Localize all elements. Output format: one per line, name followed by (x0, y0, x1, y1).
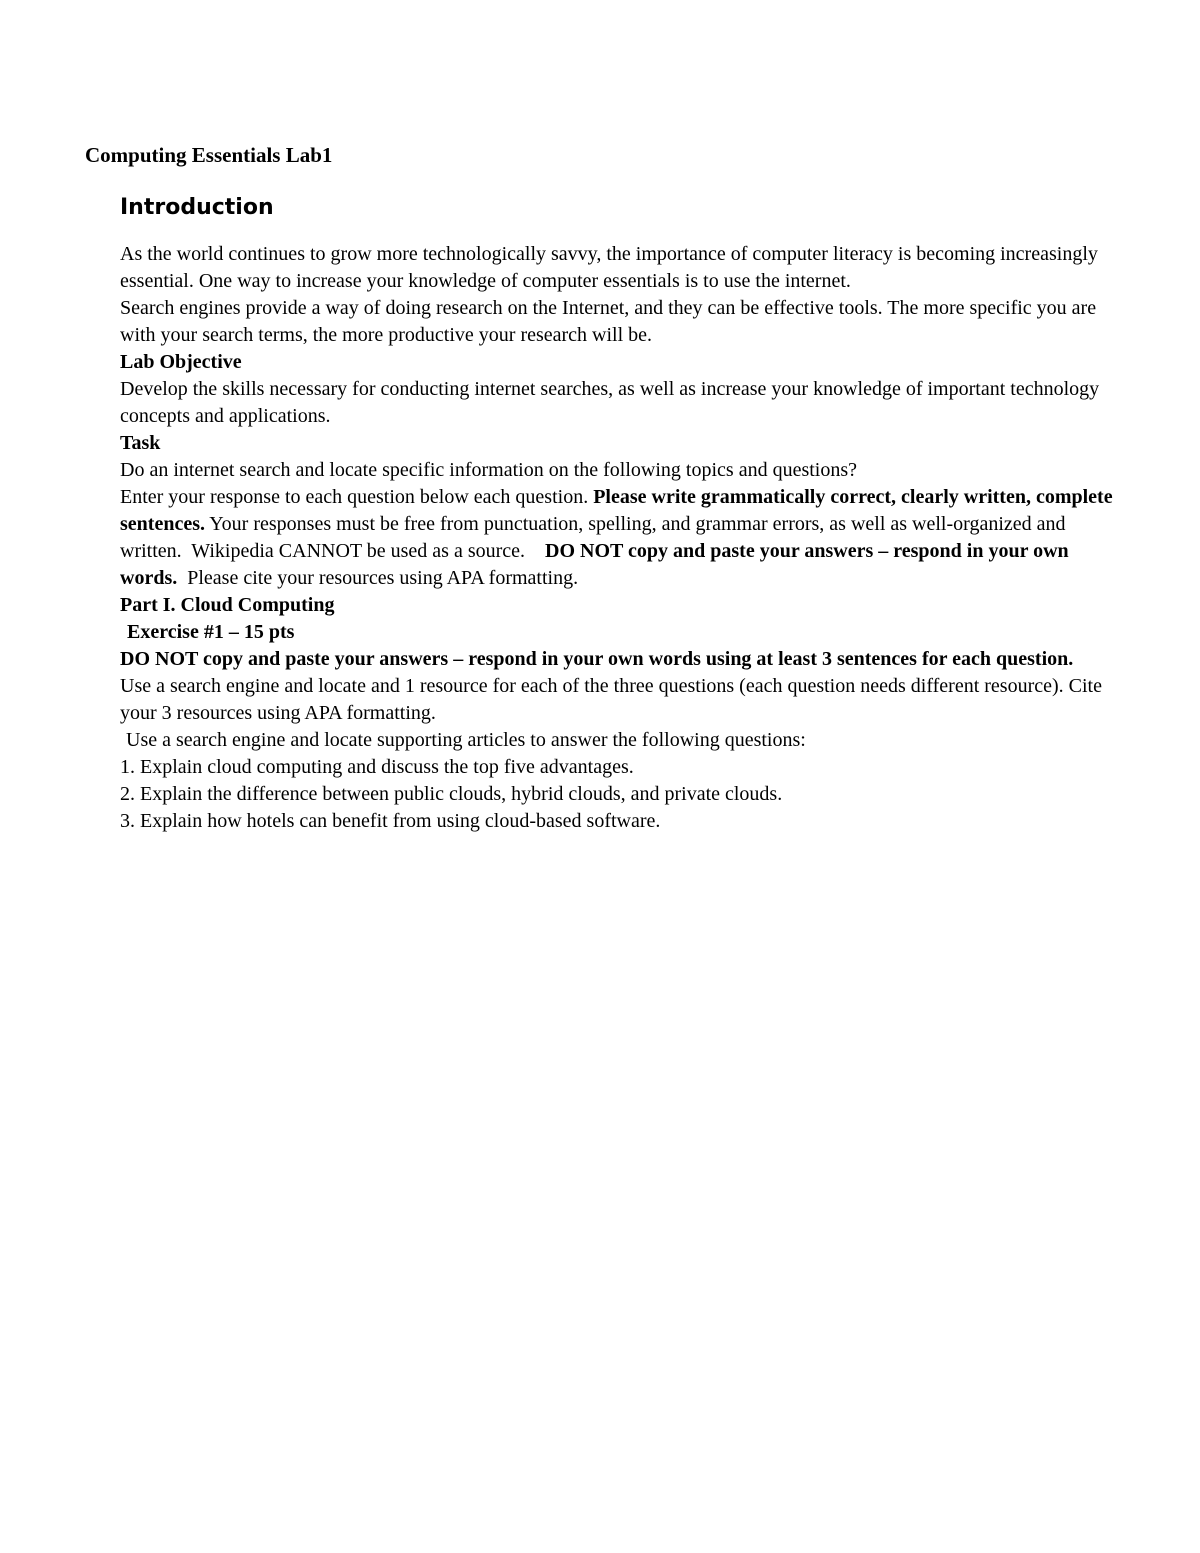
instructions-text-3: Please cite your resources using APA formatting. (177, 567, 579, 589)
introduction-paragraph-2: Search engines provide a way of doing research on the Internet, and they can be effective tools. The more specific you are with your search terms, the more productive your research will be. (120, 297, 1097, 346)
copy-warning: DO NOT copy and paste your answers – respond in your own words using at least 3 sentences for each question. (120, 648, 1074, 670)
instructions-bold-2: DO NOT copy and paste your answers – respond in your own words. (120, 540, 1069, 589)
task-heading: Task (120, 432, 161, 454)
instructions-bold-1: Please write grammatically correct, clearly written, complete sentences. (120, 486, 1113, 535)
supporting-note: Use a search engine and locate supporting articles to answer the following questions: (126, 729, 806, 751)
instructions-text-1: Enter your response to each question below each question. (120, 486, 594, 508)
lab-objective-text: Develop the skills necessary for conducting internet searches, as well as increase your knowledge of important technology concepts and applications. (120, 378, 1100, 427)
part-one-heading: Part I. Cloud Computing (120, 594, 335, 616)
introduction-paragraph-1: As the world continues to grow more technologically savvy, the importance of computer literacy is becoming increasingly essential. One way to increase your knowledge of computer essentials is to use the internet. (120, 243, 1098, 292)
document-title: Computing Essentials Lab1 (85, 143, 333, 167)
instructions-text-2: Your responses must be free from punctuation, spelling, and grammar errors, as well as well-organized and written. Wikipedia CANNOT be used as a source. (120, 513, 1071, 562)
introduction-heading: Introduction (120, 195, 274, 220)
task-instructions (120, 484, 1120, 592)
question-item: 1. Explain cloud computing and discuss the top five advantages. (120, 756, 634, 778)
exercise-heading: Exercise #1 – 15 pts (127, 621, 295, 643)
question-item: 2. Explain the difference between public clouds, hybrid clouds, and private clouds. (120, 783, 783, 805)
document-body (120, 191, 1120, 835)
task-text: Do an internet search and locate specific information on the following topics and questions? (120, 459, 858, 481)
resource-note: Use a search engine and locate and 1 resource for each of the three questions (each question needs different resource). Cite your 3 resources using APA formatting. (120, 675, 1102, 724)
question-item: 3. Explain how hotels can benefit from using cloud-based software. (120, 810, 661, 832)
lab-objective-heading: Lab Objective (120, 351, 242, 373)
